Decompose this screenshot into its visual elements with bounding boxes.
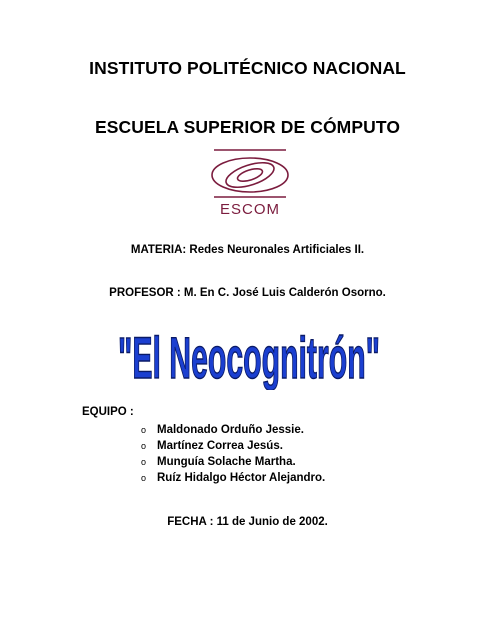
title-wordart [114,318,384,390]
fecha-line: FECHA : 11 de Junio de 2002. [167,516,328,528]
escom-logo [200,148,300,218]
profesor-line: PROFESOR : M. En C. José Luis Calderón Osorno. [109,287,386,299]
logo-outer-ellipse [212,158,288,192]
bullet-icon: o [141,441,147,451]
list-item [141,454,325,470]
logo-inner-ellipse [223,158,277,192]
member-name: Martínez Correa Jesús. [157,440,283,452]
list-item [141,438,325,454]
title-text: "El Neocognitrón" [118,326,380,390]
member-list [141,422,325,486]
list-item [141,422,325,438]
bullet-icon: o [141,457,147,467]
logo-text: ESCOM [219,201,281,218]
materia-line: MATERIA: Redes Neuronales Artificiales II. [130,244,365,256]
list-item [141,470,325,486]
equipo-label: EQUIPO : [82,406,134,418]
bullet-icon: o [141,425,147,435]
member-name: Maldonado Orduño Jessie. [157,424,304,436]
member-name: Munguía Solache Martha. [157,456,296,468]
school-heading: ESCUELA SUPERIOR DE CÓMPUTO [94,117,401,137]
member-name: Ruíz Hidalgo Héctor Alejandro. [157,472,326,484]
bullet-icon: o [141,473,147,483]
institute-heading: INSTITUTO POLITÉCNICO NACIONAL [89,58,406,78]
